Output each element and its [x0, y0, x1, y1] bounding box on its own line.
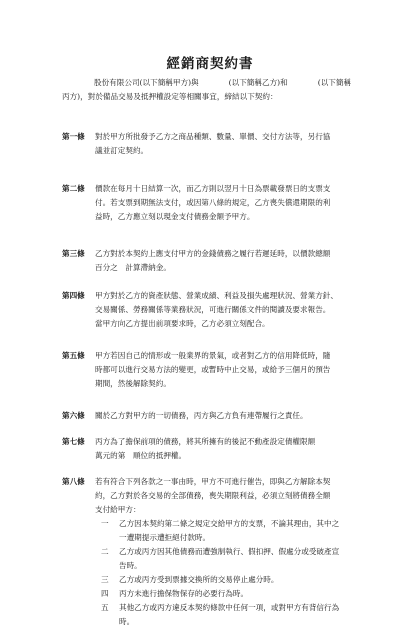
article-1-line-2: 議並訂定契約。	[95, 146, 149, 155]
intro-line-1	[62, 76, 362, 90]
article-8-label: 第八條	[62, 477, 85, 486]
item-line: 其他乙方或丙方違反本契約條款中任何一項，或對甲方有背信行為	[119, 603, 340, 612]
article-3	[62, 247, 362, 275]
article-2-line-1: 價款在每月十日結算一次，而乙方則以翌月十日為票載發票日的支票支	[95, 184, 331, 193]
item-number: 三	[101, 575, 109, 584]
article-4-line-3: 當甲方向乙方提出前項要求時，乙方必須立刻配合。	[95, 319, 270, 328]
list-item	[95, 573, 363, 587]
intro-part-party-b: (以下簡稱乙方)和	[228, 78, 288, 87]
article-5-line-3: 期間，然後解除契約。	[95, 379, 171, 388]
article-7-line-1: 丙方為了擔保前項的債務，將其所擁有的後記不動產設定債權限額	[95, 437, 316, 446]
article-5-label: 第五條	[62, 351, 85, 360]
article-8-line-3: 支付給甲方：	[95, 505, 141, 514]
list-item	[95, 517, 363, 545]
item-line: 一遭期提示遭拒絕付款時。	[119, 533, 211, 542]
article-7-label: 第七條	[62, 437, 85, 446]
item-line: 乙方或丙方因其他債務而遭強制執行、假扣押、假處分或受破產宣	[119, 547, 340, 556]
article-8	[62, 475, 362, 629]
item-number: 一	[101, 519, 109, 528]
article-4-line-2: 交易關係、勞務關係等業務狀況，可進行關係文件的閱讀及要求報告。	[95, 305, 331, 314]
article-8-items	[95, 517, 363, 629]
article-6	[62, 409, 362, 423]
item-line: 丙方未進行擔保物保存的必要行為時。	[119, 589, 249, 598]
intro-paragraph	[62, 76, 362, 104]
article-2	[62, 182, 362, 224]
article-5	[62, 349, 362, 391]
article-3-label: 第三條	[62, 249, 85, 258]
article-4-label: 第四條	[62, 291, 85, 300]
item-number: 五	[101, 603, 109, 612]
article-4	[62, 289, 362, 331]
item-line: 乙方或丙方受到票據交換所的交易停止處分時。	[119, 575, 279, 584]
intro-line-2: 丙方)，對於備品交易及抵押權設定等相關事宜，締結以下契約：	[62, 92, 278, 101]
item-line: 乙方因本契約第二條之規定交給甲方的支票，不論其理由，其中之	[119, 519, 340, 528]
document-title: 經銷商契約書	[166, 56, 254, 72]
article-1-label: 第一條	[62, 132, 85, 141]
article-1	[62, 130, 362, 158]
article-3-line-2: 百分之 計算滯納金。	[95, 263, 171, 272]
article-7	[62, 435, 362, 463]
article-8-line-2: 約，乙方對於各交易的全部債務，喪失期限利益，必須立刻將債務全額	[95, 491, 331, 500]
article-7-line-2: 萬元的第 順位的抵押權。	[95, 451, 187, 460]
article-2-line-2: 付。若支票到期無法支付，或因第八條的規定，乙方喪失償還期限的利	[95, 198, 331, 207]
article-1-line-1: 對於甲方所批發予乙方之商品種類、數量、單價、交付方法等，另行協	[95, 132, 331, 141]
article-6-label: 第六條	[62, 411, 85, 420]
list-item	[95, 587, 363, 601]
article-8-line-1: 若有符合下列各款之一事由時，甲方不可進行催告，即與乙方解除本契	[95, 477, 331, 486]
article-5-line-1: 甲方若因自己的情形或一般業界的景氣，或者對乙方的信用降低時，隨	[95, 351, 331, 360]
intro-part-party-c: (以下簡稱	[317, 78, 352, 87]
intro-part-company: 股份有限公司(以下簡稱甲方)與	[94, 78, 199, 87]
article-5-line-2: 時都可以進行交易方法的變更，或暫時中止交易，或給予三個月的預告	[95, 365, 331, 374]
item-number: 二	[101, 547, 109, 556]
item-line: 時。	[119, 617, 135, 626]
article-3-line-1: 乙方對於本契約上應支付甲方的金錢債務之履行若遲延時，以價款總額	[95, 249, 331, 258]
article-4-line-1: 甲方對於乙方的資產狀態、營業成績、利益及損失處理狀況、營業方針、	[95, 291, 338, 300]
item-number: 四	[101, 589, 109, 598]
list-item	[95, 601, 363, 629]
article-2-label: 第二條	[62, 184, 85, 193]
article-6-line-1: 關於乙方對甲方的一切債務，丙方與乙方負有連帶履行之責任。	[95, 411, 308, 420]
article-2-line-3: 益時，乙方應立刻以現金支付債務金額予甲方。	[95, 212, 255, 221]
list-item	[95, 545, 363, 573]
item-line: 告時。	[119, 561, 142, 570]
